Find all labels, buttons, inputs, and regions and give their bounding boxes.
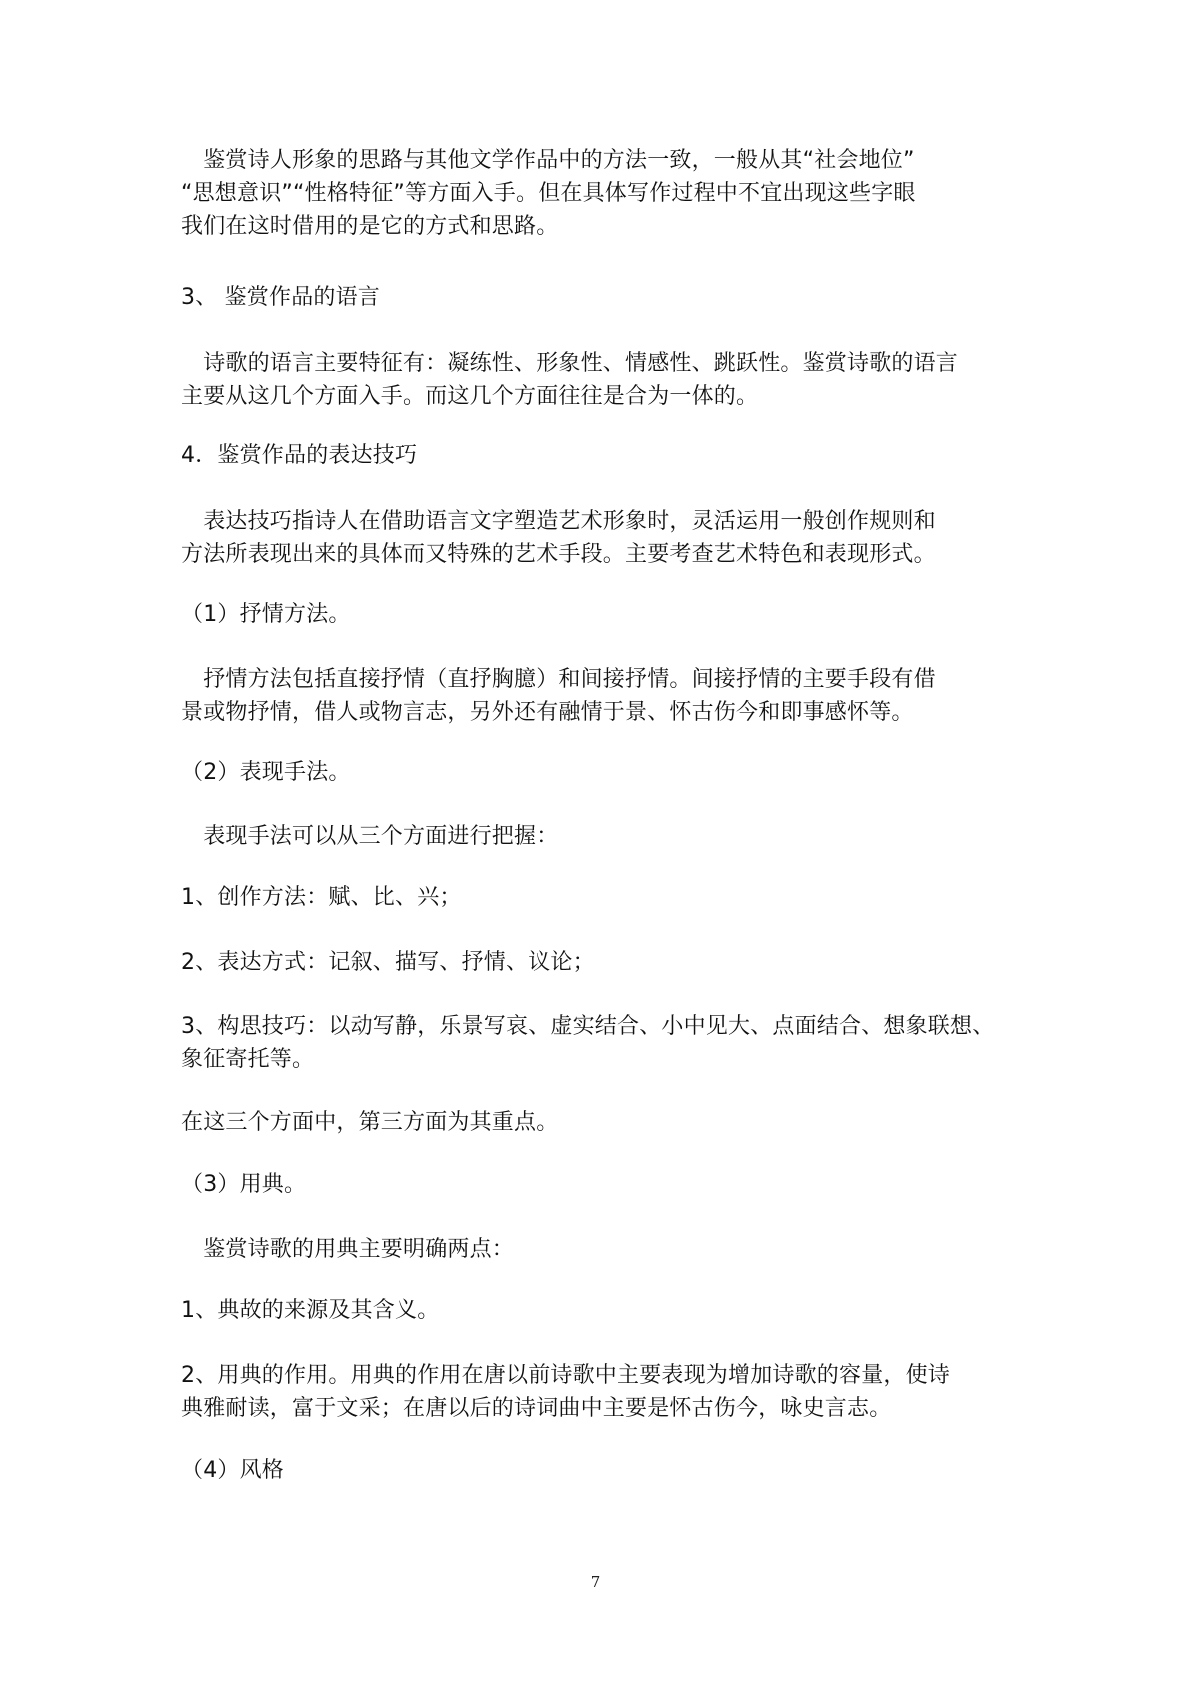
paragraph-line: 表现手法可以从三个方面进行把握： — [181, 824, 559, 849]
subsection-heading: （2）表现手法。 — [181, 760, 351, 785]
paragraph-line: 诗歌的语言主要特征有：凝练性、形象性、情感性、跳跃性。鉴赏诗歌的语言 — [181, 351, 959, 376]
list-item-continuation: 典雅耐读，富于文采；在唐以后的诗词曲中主要是怀古伤今，咏史言志。 — [181, 1396, 892, 1421]
subsection-heading: （4）风格 — [181, 1458, 284, 1483]
list-item: 2、用典的作用。用典的作用在唐以前诗歌中主要表现为增加诗歌的容量，使诗 — [181, 1363, 950, 1388]
section-heading: 3、 鉴赏作品的语言 — [181, 285, 380, 310]
paragraph-line: 在这三个方面中，第三方面为其重点。 — [181, 1110, 559, 1135]
paragraph-line: 鉴赏诗歌的用典主要明确两点： — [181, 1237, 515, 1262]
section-heading: 4．鉴赏作品的表达技巧 — [181, 443, 418, 468]
paragraph-line: 主要从这几个方面入手。而这几个方面往往是合为一体的。 — [181, 384, 759, 409]
paragraph-line: 方法所表现出来的具体而又特殊的艺术手段。主要考查艺术特色和表现形式。 — [181, 542, 936, 567]
subsection-heading: （3）用典。 — [181, 1172, 307, 1197]
list-item-continuation: 象征寄托等。 — [181, 1047, 315, 1072]
subsection-heading: （1）抒情方法。 — [181, 602, 351, 627]
list-item: 3、构思技巧：以动写静，乐景写哀、虚实结合、小中见大、点面结合、想象联想、 — [181, 1014, 995, 1039]
paragraph-line: 我们在这时借用的是它的方式和思路。 — [181, 214, 559, 239]
list-item: 2、表达方式：记叙、描写、抒情、议论； — [181, 950, 595, 975]
list-item: 1、创作方法：赋、比、兴； — [181, 885, 462, 910]
page-number: 7 — [590, 1573, 601, 1591]
paragraph-line: 抒情方法包括直接抒情（直抒胸臆）和间接抒情。间接抒情的主要手段有借 — [181, 667, 936, 692]
paragraph-line: 表达技巧指诗人在借助语言文字塑造艺术形象时，灵活运用一般创作规则和 — [181, 509, 936, 534]
list-item: 1、典故的来源及其含义。 — [181, 1298, 440, 1323]
paragraph-line: 鉴赏诗人形象的思路与其他文学作品中的方法一致，一般从其“社会地位” — [181, 148, 915, 173]
paragraph-line: “思想意识”“性格特征”等方面入手。但在具体写作过程中不宜出现这些字眼 — [181, 181, 916, 206]
paragraph-line: 景或物抒情，借人或物言志，另外还有融情于景、怀古伤今和即事感怀等。 — [181, 700, 914, 725]
